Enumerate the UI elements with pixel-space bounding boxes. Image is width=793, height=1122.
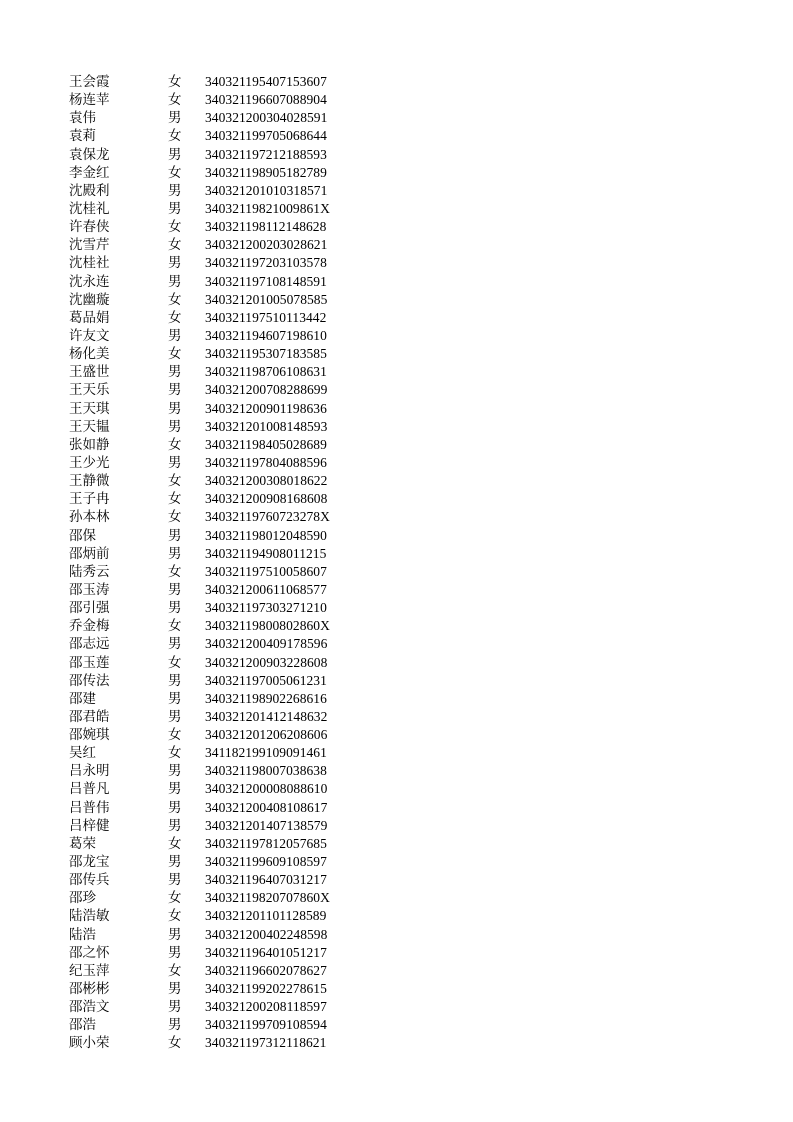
person-id-number: 340321198112148628 [205,219,327,235]
list-item [69,726,359,744]
person-id-number: 340321199609108597 [205,854,327,870]
person-id-number: 340321196607088904 [205,92,327,108]
person-name: 沈桂礼 [69,200,110,217]
person-name: 沈殿利 [69,182,110,199]
person-name: 许友文 [69,327,110,344]
list-item [69,490,359,508]
person-id-number: 340321196602078627 [205,962,327,978]
list-item [69,327,359,345]
person-name: 邵玉莲 [69,654,110,671]
person-name: 王会霞 [69,74,110,90]
person-gender: 男 [168,418,182,435]
person-gender: 男 [168,527,182,544]
person-name: 沈幽璇 [69,291,110,308]
list-item [69,345,359,363]
list-item [69,998,359,1016]
person-gender: 女 [168,654,182,671]
person-id-number: 34032119760723278X [205,509,330,525]
person-name: 葛品娟 [69,309,110,326]
person-name: 邵传兵 [69,872,110,889]
list-item [69,907,359,925]
person-id-number: 340321201008148593 [205,418,328,434]
person-gender: 男 [168,146,182,163]
person-gender: 女 [168,237,182,254]
list-item [69,454,359,472]
list-item [69,744,359,762]
person-name: 王天韫 [69,418,110,435]
person-name: 杨连苹 [69,92,110,109]
person-id-number: 340321194607198610 [205,327,327,343]
person-id-number: 340321200402248598 [205,926,328,942]
person-name: 邵龙宝 [69,854,110,871]
person-gender: 男 [168,182,182,199]
person-gender: 男 [168,944,182,961]
list-item [69,109,359,127]
person-id-number: 340321197312118621 [205,1035,327,1051]
person-gender: 男 [168,364,182,381]
person-name: 沈桂社 [69,255,110,272]
person-id-number: 340321201412148632 [205,708,328,724]
person-gender: 女 [168,491,182,508]
person-name: 邵珍 [69,890,96,907]
list-item [69,617,359,635]
list-item [69,200,359,218]
person-id-number: 340321198405028689 [205,436,327,452]
list-item [69,563,359,581]
person-id-number: 340321201206208606 [205,727,328,743]
person-id-number: 340321201005078585 [205,291,328,307]
person-name: 陆秀云 [69,563,110,580]
person-gender: 女 [168,219,182,236]
person-name: 邵之怀 [69,944,110,961]
person-name: 顾小荣 [69,1035,110,1052]
person-gender: 男 [168,273,182,290]
list-item [69,672,359,690]
person-gender: 女 [168,835,182,852]
person-id-number: 340321200409178596 [205,636,328,652]
person-name: 邵彬彬 [69,981,110,998]
list-item [69,527,359,545]
person-name: 邵引强 [69,600,110,617]
person-gender: 女 [168,92,182,109]
list-item [69,1034,359,1052]
person-id-number: 340321200308018622 [205,473,328,489]
list-item [69,73,359,91]
person-id-number: 340321197212188593 [205,146,327,162]
person-gender: 男 [168,382,182,399]
person-name: 王天乐 [69,382,110,399]
person-name: 孙本林 [69,509,110,526]
person-name: 吕普凡 [69,781,110,798]
person-name: 邵浩 [69,1017,96,1034]
person-name: 袁伟 [69,110,96,127]
list-item [69,182,359,200]
person-name: 杨化美 [69,346,110,363]
person-id-number: 340321198706108631 [205,364,327,380]
person-name: 陆浩敏 [69,908,110,925]
list-item [69,254,359,272]
list-item [69,508,359,526]
list-item [69,599,359,617]
person-id-number: 340321198905182789 [205,164,327,180]
person-name: 王子冉 [69,491,110,508]
person-name: 王盛世 [69,364,110,381]
list-item [69,472,359,490]
person-id-number: 340321201010318571 [205,182,328,198]
person-gender: 男 [168,781,182,798]
person-id-number: 340321195407153607 [205,74,327,89]
person-name: 邵志远 [69,636,110,653]
list-item [69,164,359,182]
person-id-number: 34032119820707860X [205,890,330,906]
list-item [69,400,359,418]
person-name: 邵玉涛 [69,581,110,598]
person-gender: 女 [168,563,182,580]
person-gender: 女 [168,74,182,90]
person-list [69,73,359,1053]
list-item [69,708,359,726]
list-item [69,218,359,236]
list-item [69,146,359,164]
person-gender: 男 [168,926,182,943]
person-id-number: 340321197108148591 [205,273,327,289]
person-id-number: 34032119800802860X [205,618,330,634]
list-item [69,91,359,109]
person-gender: 男 [168,545,182,562]
person-gender: 男 [168,255,182,272]
list-item [69,835,359,853]
person-gender: 男 [168,454,182,471]
person-name: 袁保龙 [69,146,110,163]
person-name: 王少光 [69,454,110,471]
person-name: 吕梓健 [69,817,110,834]
person-gender: 男 [168,708,182,725]
person-id-number: 340321196407031217 [205,872,327,888]
person-id-number: 340321195307183585 [205,346,327,362]
person-id-number: 340321200008088610 [205,781,328,797]
person-id-number: 340321201101128589 [205,908,327,924]
list-item [69,635,359,653]
person-gender: 女 [168,908,182,925]
list-item [69,962,359,980]
list-item [69,273,359,291]
person-name: 王天琪 [69,400,110,417]
person-name: 葛荣 [69,835,96,852]
person-id-number: 340321200901198636 [205,400,327,416]
person-name: 乔金梅 [69,618,110,635]
person-id-number: 340321199709108594 [205,1017,327,1033]
person-gender: 女 [168,890,182,907]
person-gender: 男 [168,817,182,834]
person-id-number: 340321197203103578 [205,255,327,271]
list-item [69,654,359,672]
person-gender: 女 [168,1035,182,1052]
person-id-number: 340321200203028621 [205,237,328,253]
list-item [69,944,359,962]
person-id-number: 340321197812057685 [205,835,327,851]
person-gender: 女 [168,727,182,744]
person-gender: 女 [168,346,182,363]
person-gender: 男 [168,690,182,707]
person-id-number: 340321200408108617 [205,799,328,815]
list-item [69,980,359,998]
person-name: 吕永明 [69,763,110,780]
person-gender: 男 [168,200,182,217]
person-id-number: 340321200611068577 [205,581,327,597]
person-gender: 男 [168,672,182,689]
person-name: 王静微 [69,473,110,490]
person-id-number: 340321197804088596 [205,454,327,470]
person-id-number: 340321200304028591 [205,110,328,126]
person-id-number: 340321200903228608 [205,654,328,670]
person-name: 吴红 [69,745,96,762]
person-gender: 男 [168,1017,182,1034]
list-item [69,780,359,798]
person-gender: 女 [168,164,182,181]
list-item [69,236,359,254]
person-name: 纪玉萍 [69,962,110,979]
person-id-number: 340321197303271210 [205,600,327,616]
person-gender: 女 [168,618,182,635]
list-item [69,853,359,871]
person-id-number: 340321201407138579 [205,817,328,833]
list-item [69,418,359,436]
person-gender: 女 [168,436,182,453]
person-name: 沈永连 [69,273,110,290]
person-gender: 男 [168,854,182,871]
person-id-number: 340321197005061231 [205,672,327,688]
person-name: 邵浩文 [69,999,110,1016]
person-id-number: 340321199705068644 [205,128,327,144]
person-name: 袁莉 [69,128,96,145]
person-gender: 男 [168,110,182,127]
person-id-number: 340321198012048590 [205,527,327,543]
person-name: 邵传法 [69,672,110,689]
person-gender: 女 [168,745,182,762]
list-item [69,690,359,708]
person-name: 邵君皓 [69,708,110,725]
person-gender: 男 [168,872,182,889]
list-item [69,889,359,907]
person-name: 李金红 [69,164,110,181]
person-name: 吕普伟 [69,799,110,816]
list-item [69,381,359,399]
list-item [69,762,359,780]
person-id-number: 340321197510113442 [205,309,327,325]
person-id-number: 340321194908011215 [205,545,327,561]
person-name: 张如静 [69,436,110,453]
person-name: 邵保 [69,527,96,544]
list-item [69,545,359,563]
person-name: 邵炳前 [69,545,110,562]
person-gender: 男 [168,981,182,998]
person-id-number: 340321196401051217 [205,944,327,960]
person-gender: 女 [168,309,182,326]
person-gender: 女 [168,509,182,526]
person-id-number: 340321198902268616 [205,690,327,706]
person-gender: 男 [168,400,182,417]
person-name: 许春侠 [69,219,110,236]
list-item [69,127,359,145]
person-gender: 男 [168,799,182,816]
person-gender: 男 [168,763,182,780]
person-id-number: 340321199202278615 [205,981,327,997]
person-gender: 男 [168,999,182,1016]
person-id-number: 340321200908168608 [205,491,328,507]
person-gender: 男 [168,600,182,617]
person-gender: 女 [168,473,182,490]
person-gender: 男 [168,327,182,344]
person-gender: 女 [168,291,182,308]
list-item [69,291,359,309]
person-gender: 女 [168,962,182,979]
list-item [69,363,359,381]
person-name: 邵婉琪 [69,727,110,744]
person-id-number: 341182199109091461 [205,745,327,761]
list-item [69,926,359,944]
list-item [69,799,359,817]
list-item [69,817,359,835]
person-gender: 女 [168,128,182,145]
person-gender: 男 [168,636,182,653]
person-name: 邵建 [69,690,96,707]
person-id-number: 340321197510058607 [205,563,327,579]
list-item [69,871,359,889]
list-item [69,581,359,599]
list-item [69,1016,359,1034]
person-id-number: 340321200708288699 [205,382,328,398]
person-id-number: 340321198007038638 [205,763,327,779]
person-id-number: 34032119821009861X [205,200,330,216]
person-name: 陆浩 [69,926,96,943]
person-gender: 男 [168,581,182,598]
person-name: 沈雪芹 [69,237,110,254]
list-item [69,436,359,454]
list-item [69,309,359,327]
person-id-number: 340321200208118597 [205,999,327,1015]
